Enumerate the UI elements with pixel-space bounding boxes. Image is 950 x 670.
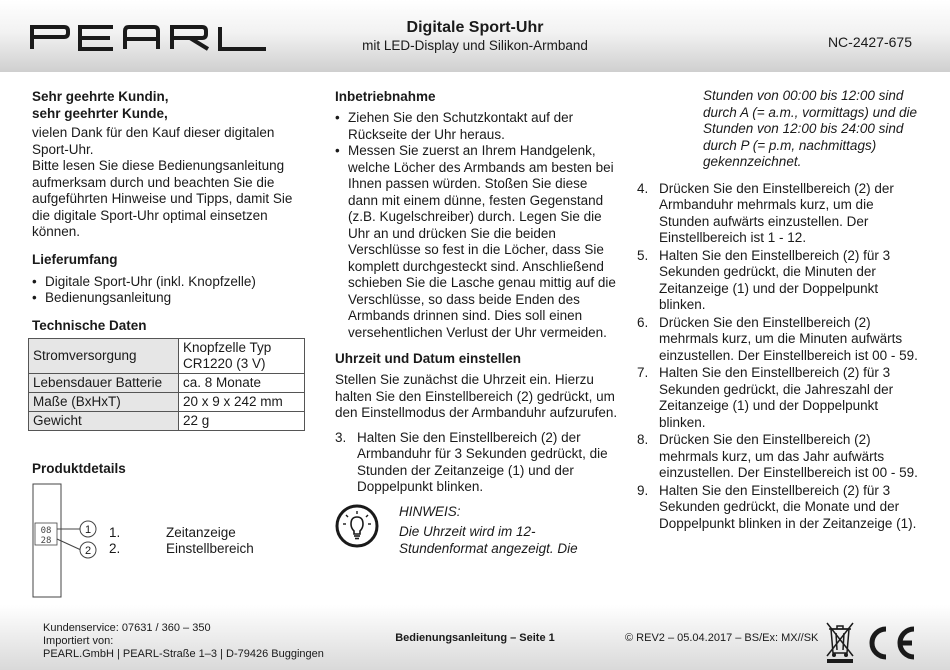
table-cell-value: Knopfzelle Typ CR1220 (3 V) — [179, 338, 305, 373]
display-digits-bottom: 28 — [40, 536, 52, 546]
product-heading: Produktdetails — [32, 461, 126, 476]
step-text: Drücken Sie den Einstellbereich (2) mehrmals kurz, um die Minuten aufwärts einzustellen. Der Einstellbereich ist 00 - 59. — [659, 314, 918, 363]
list-item — [637, 248, 922, 314]
hint-body-2: Stunden von 00:00 bis 12:00 sind durch A (= a.m., vormittags) und die Stunden von 12:00 bis 24:00 sind durch P (= p.m, nachmittags) gekennzeichnet. — [703, 88, 917, 169]
list-item — [335, 430, 620, 496]
page-label: Bedienungsanleitung – Seite 1 — [395, 632, 555, 644]
product-legend — [109, 525, 309, 557]
right-column — [637, 88, 922, 533]
table-row — [29, 373, 305, 392]
page-footer — [0, 605, 950, 670]
hint-text — [399, 504, 621, 558]
importer-address: PEARL.GmbH | PEARL-Straße 1–3 | D-79426 Buggingen — [43, 648, 324, 660]
step-number: 6. — [637, 314, 649, 330]
setup-heading: Inbetriebnahme — [335, 89, 436, 104]
step-number: 7. — [637, 365, 649, 380]
list-item: • Bedienungsanleitung — [32, 290, 312, 307]
callout-label: 1 — [84, 524, 92, 536]
steps-list-middle — [335, 430, 620, 496]
legend-number: 1. — [109, 525, 121, 540]
table-cell-key: Lebensdauer Batterie — [29, 373, 179, 392]
table-cell-key: Maße (BxHxT) — [29, 392, 179, 411]
step-text: Halten Sie den Einstellbereich (2) für 3 Sekunden gedrückt, die Jahreszahl der Zeitanzeige (1) und der Doppelpunkt blinken. — [659, 365, 894, 430]
legend-label: Einstellbereich — [166, 541, 254, 556]
setup-list — [335, 110, 620, 341]
tech-heading: Technische Daten — [32, 317, 147, 333]
step-number: 9. — [637, 482, 649, 498]
step-number: 4. — [637, 180, 649, 196]
display-digits-top: 08 — [40, 526, 52, 536]
step-text: Halten Sie den Einstellbereich (2) der Armbanduhr für 3 Sekunden gedrückt, die Stunden der Zeitanzeige (1) und der Doppelpunkt blinken. — [357, 429, 608, 494]
article-number: NC-2427-675 — [827, 34, 912, 50]
legend-row — [109, 525, 309, 541]
greeting-line-2: sehr geehrter Kunde, — [32, 106, 168, 121]
step-text: Drücken Sie den Einstellbereich (2) der Armbanduhr mehrmals kurz, um die Stunden aufwärts einzustellen. Der Einstellbereich ist 1 - 12. — [659, 180, 894, 245]
list-item — [637, 432, 922, 482]
scope-heading: Lieferumfang — [32, 251, 118, 267]
tech-table — [28, 338, 305, 431]
table-cell-value: 20 x 9 x 242 mm — [179, 392, 305, 411]
revision-info: © REV2 – 05.04.2017 – BS/Ex: MX//SK — [625, 632, 819, 644]
legend-row — [109, 541, 309, 557]
hint-body-1: Die Uhrzeit wird im 12-Stundenformat angezeigt. Die — [399, 524, 578, 556]
legend-number: 2. — [109, 541, 121, 556]
middle-column — [335, 88, 620, 566]
step-number: 3. — [335, 429, 347, 445]
list-item — [637, 483, 922, 533]
intro-text-1: vielen Dank für den Kauf dieser digitalen Sport-Uhr. — [32, 125, 275, 157]
crossed-bin-icon — [825, 620, 855, 664]
time-heading: Uhrzeit und Datum einstellen — [335, 351, 522, 366]
legend-label: Zeitanzeige — [166, 525, 236, 540]
steps-list-right — [637, 181, 922, 533]
callout-label: 2 — [84, 545, 92, 557]
watch-drawing — [32, 483, 112, 598]
step-text: Halten Sie den Einstellbereich (2) für 3 Sekunden gedrückt, die Minuten der Zeitanzeige (1) und der Doppelpunkt blinken. — [659, 247, 891, 312]
table-row — [29, 411, 305, 430]
step-number: 5. — [637, 247, 649, 263]
document-subtitle: mit LED-Display und Silikon-Armband — [362, 38, 588, 53]
scope-list — [32, 274, 312, 307]
list-item: • Digitale Sport-Uhr (inkl. Knopfzelle) — [32, 274, 312, 291]
table-cell-value: 22 g — [179, 411, 305, 430]
step-text: Halten Sie den Einstellbereich (2) für 3 Sekunden gedrückt, die Monate und der Doppelpunkt blinken in der Zeitanzeige (1). — [659, 482, 917, 531]
lightbulb-icon — [335, 504, 379, 548]
table-cell-key: Gewicht — [29, 411, 179, 430]
importer-label: Importiert von: — [43, 635, 114, 647]
table-cell-key: Stromversorgung — [29, 338, 179, 373]
document-title: Digitale Sport-Uhr — [406, 19, 544, 36]
hint-box — [335, 504, 620, 566]
list-item — [637, 365, 922, 431]
table-row — [29, 338, 305, 373]
step-text: Drücken Sie den Einstellbereich (2) mehrmals kurz, um das Jahr aufwärts einzustellen. Der Einstellbereich ist 00 - 59. — [659, 432, 918, 480]
time-intro: Stellen Sie zunächst die Uhrzeit ein. Hierzu halten Sie den Einstellbereich (2) gedrückt, um den Einstellmodus der Armbanduhr aufzurufen. — [335, 372, 618, 420]
table-cell-value: ca. 8 Monate — [179, 373, 305, 392]
list-item — [637, 315, 922, 365]
list-item: • Messen Sie zuerst an Ihrem Handgelenk, welche Löcher des Armbands am besten bei Ihnen passen würden. Stoßen Sie diese dann mit einem dünne, festen Gegenstand (z.B. Kugelschreiber) durch. Legen Sie die Uhr an und drücken Sie die beiden Verschlüsse so fest in die Löcher, dass Sie komplett durchgesteckt sind. Anschließend schieben Sie die Lasche genau mittig auf die Verschlüsse, so dass beide Enden des Armbands drinnen sind. Dies soll einen versehentlichen Verlust der Uhr vermeiden. — [335, 143, 620, 341]
list-item — [637, 181, 922, 247]
greeting-line-1: Sehr geehrte Kundin, — [32, 89, 169, 104]
list-item: • Ziehen Sie den Schutzkontakt auf der Rückseite der Uhr heraus. — [335, 110, 620, 143]
customer-service: Kundenservice: 07631 / 360 – 350 — [43, 622, 211, 634]
hint-label: HINWEIS: — [399, 503, 461, 519]
step-number: 8. — [637, 432, 649, 447]
ce-mark-icon — [862, 625, 918, 661]
table-row — [29, 392, 305, 411]
intro-text-2: Bitte lesen Sie diese Bedienungsanleitung aufmerksam durch und beachten Sie die aufgeführten Hinweise und Tipps, damit Sie die digitale Sport-Uhr optimal einsetzen können. — [32, 158, 293, 239]
page-header — [0, 0, 950, 72]
left-column — [32, 88, 312, 557]
